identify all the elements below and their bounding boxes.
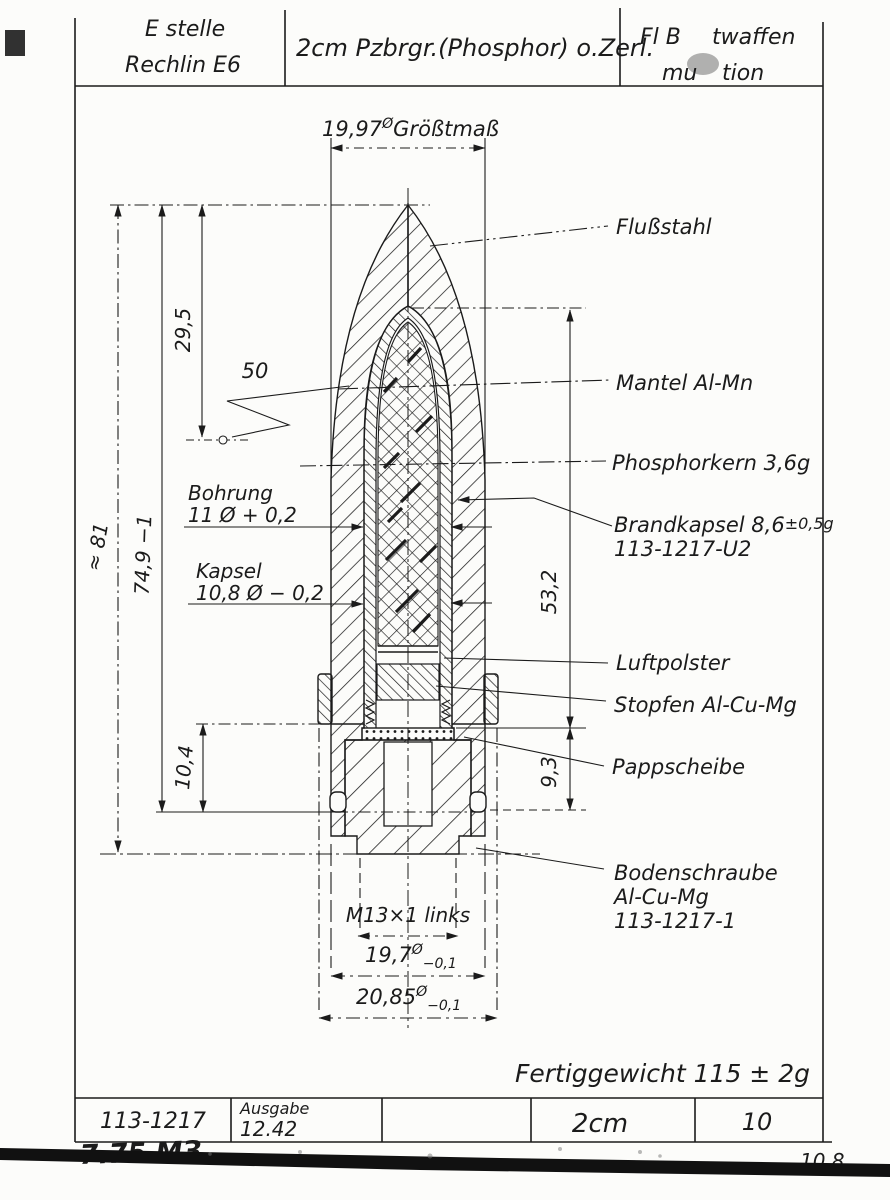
titleblock-drawing-number: 113-1217: [100, 1109, 206, 1134]
dim-10-4: 10,4: [170, 744, 198, 791]
label-brandkapsel-part: 113-1217-U2: [614, 537, 752, 561]
scan-black-bar: [0, 1148, 890, 1177]
dim-m13-thread: M13×1 links: [345, 903, 471, 927]
label-pappscheibe: Pappscheibe: [612, 755, 745, 779]
header-org-line2: Rechlin E6: [125, 53, 241, 78]
label-phosphorkern: Phosphorkern 3,6g: [612, 451, 811, 475]
label-bodenschraube-line2: Al-Cu-Mg: [614, 885, 709, 909]
dim-20-85: $20,85^Ø_{-0,1}$: [356, 984, 462, 1014]
driving-band-left: [318, 674, 332, 724]
finished-weight-note: Fertiggewicht 115 ± 2g: [515, 1059, 810, 1088]
label-stopfen: Stopfen Al-Cu-Mg: [614, 693, 797, 717]
header-title: 2cm Pzbrgr.(Phosphor) o.Zerl.: [296, 34, 655, 62]
label-mantel: Mantel Al-Mn: [616, 371, 754, 395]
label-bohrung-line1: Bohrung: [188, 481, 273, 505]
titleblock-sheet-number: 10: [741, 1108, 773, 1136]
scan-artifact-corner: [5, 30, 25, 56]
titleblock-ausgabe-value: 12.42: [240, 1117, 298, 1141]
titleblock-ausgabe-label: Ausgabe: [240, 1099, 310, 1118]
label-kapsel-line1: Kapsel: [196, 559, 262, 583]
label-flussstahl: Flußstahl: [616, 215, 712, 239]
dim-53-2: 53,2: [537, 569, 561, 615]
label-brandkapsel: Brandkapsel 8,6±0,5g: [614, 513, 834, 537]
label-bodenschraube-line3: 113-1217-1: [614, 909, 737, 933]
dim-9-3: 9,3: [537, 756, 561, 788]
dim-74-9: 74,9 −1: [129, 514, 157, 596]
dim-approx-81: ≈ 81: [81, 520, 114, 573]
header-right-line2: mu tion: [662, 61, 765, 86]
dim-50-radius: 50: [241, 359, 269, 383]
dim-29-5: 29,5: [171, 307, 195, 353]
header-org-line1: E stelle: [144, 17, 226, 42]
label-bohrung-line2: 11 Ø + 0,2: [188, 503, 297, 527]
label-kapsel-line2: 10,8 Ø − 0,2: [196, 581, 324, 605]
label-luftpolster: Luftpolster: [616, 651, 730, 675]
header-right-line1: Fl B twaffen: [640, 25, 796, 50]
crimp-notch-right: [470, 792, 486, 812]
dim-19-7: $19,7^Ø_{-0,1}$: [365, 942, 457, 972]
driving-band-right: [484, 674, 498, 724]
dim-top-diameter: $19,97^ØGrößtmaß$: [322, 116, 499, 141]
titleblock-caliber: 2cm: [571, 1109, 629, 1139]
crimp-notch-left: [330, 792, 346, 812]
label-bodenschraube-line1: Bodenschraube: [614, 861, 778, 885]
page-mark: 10.8: [800, 1149, 845, 1173]
